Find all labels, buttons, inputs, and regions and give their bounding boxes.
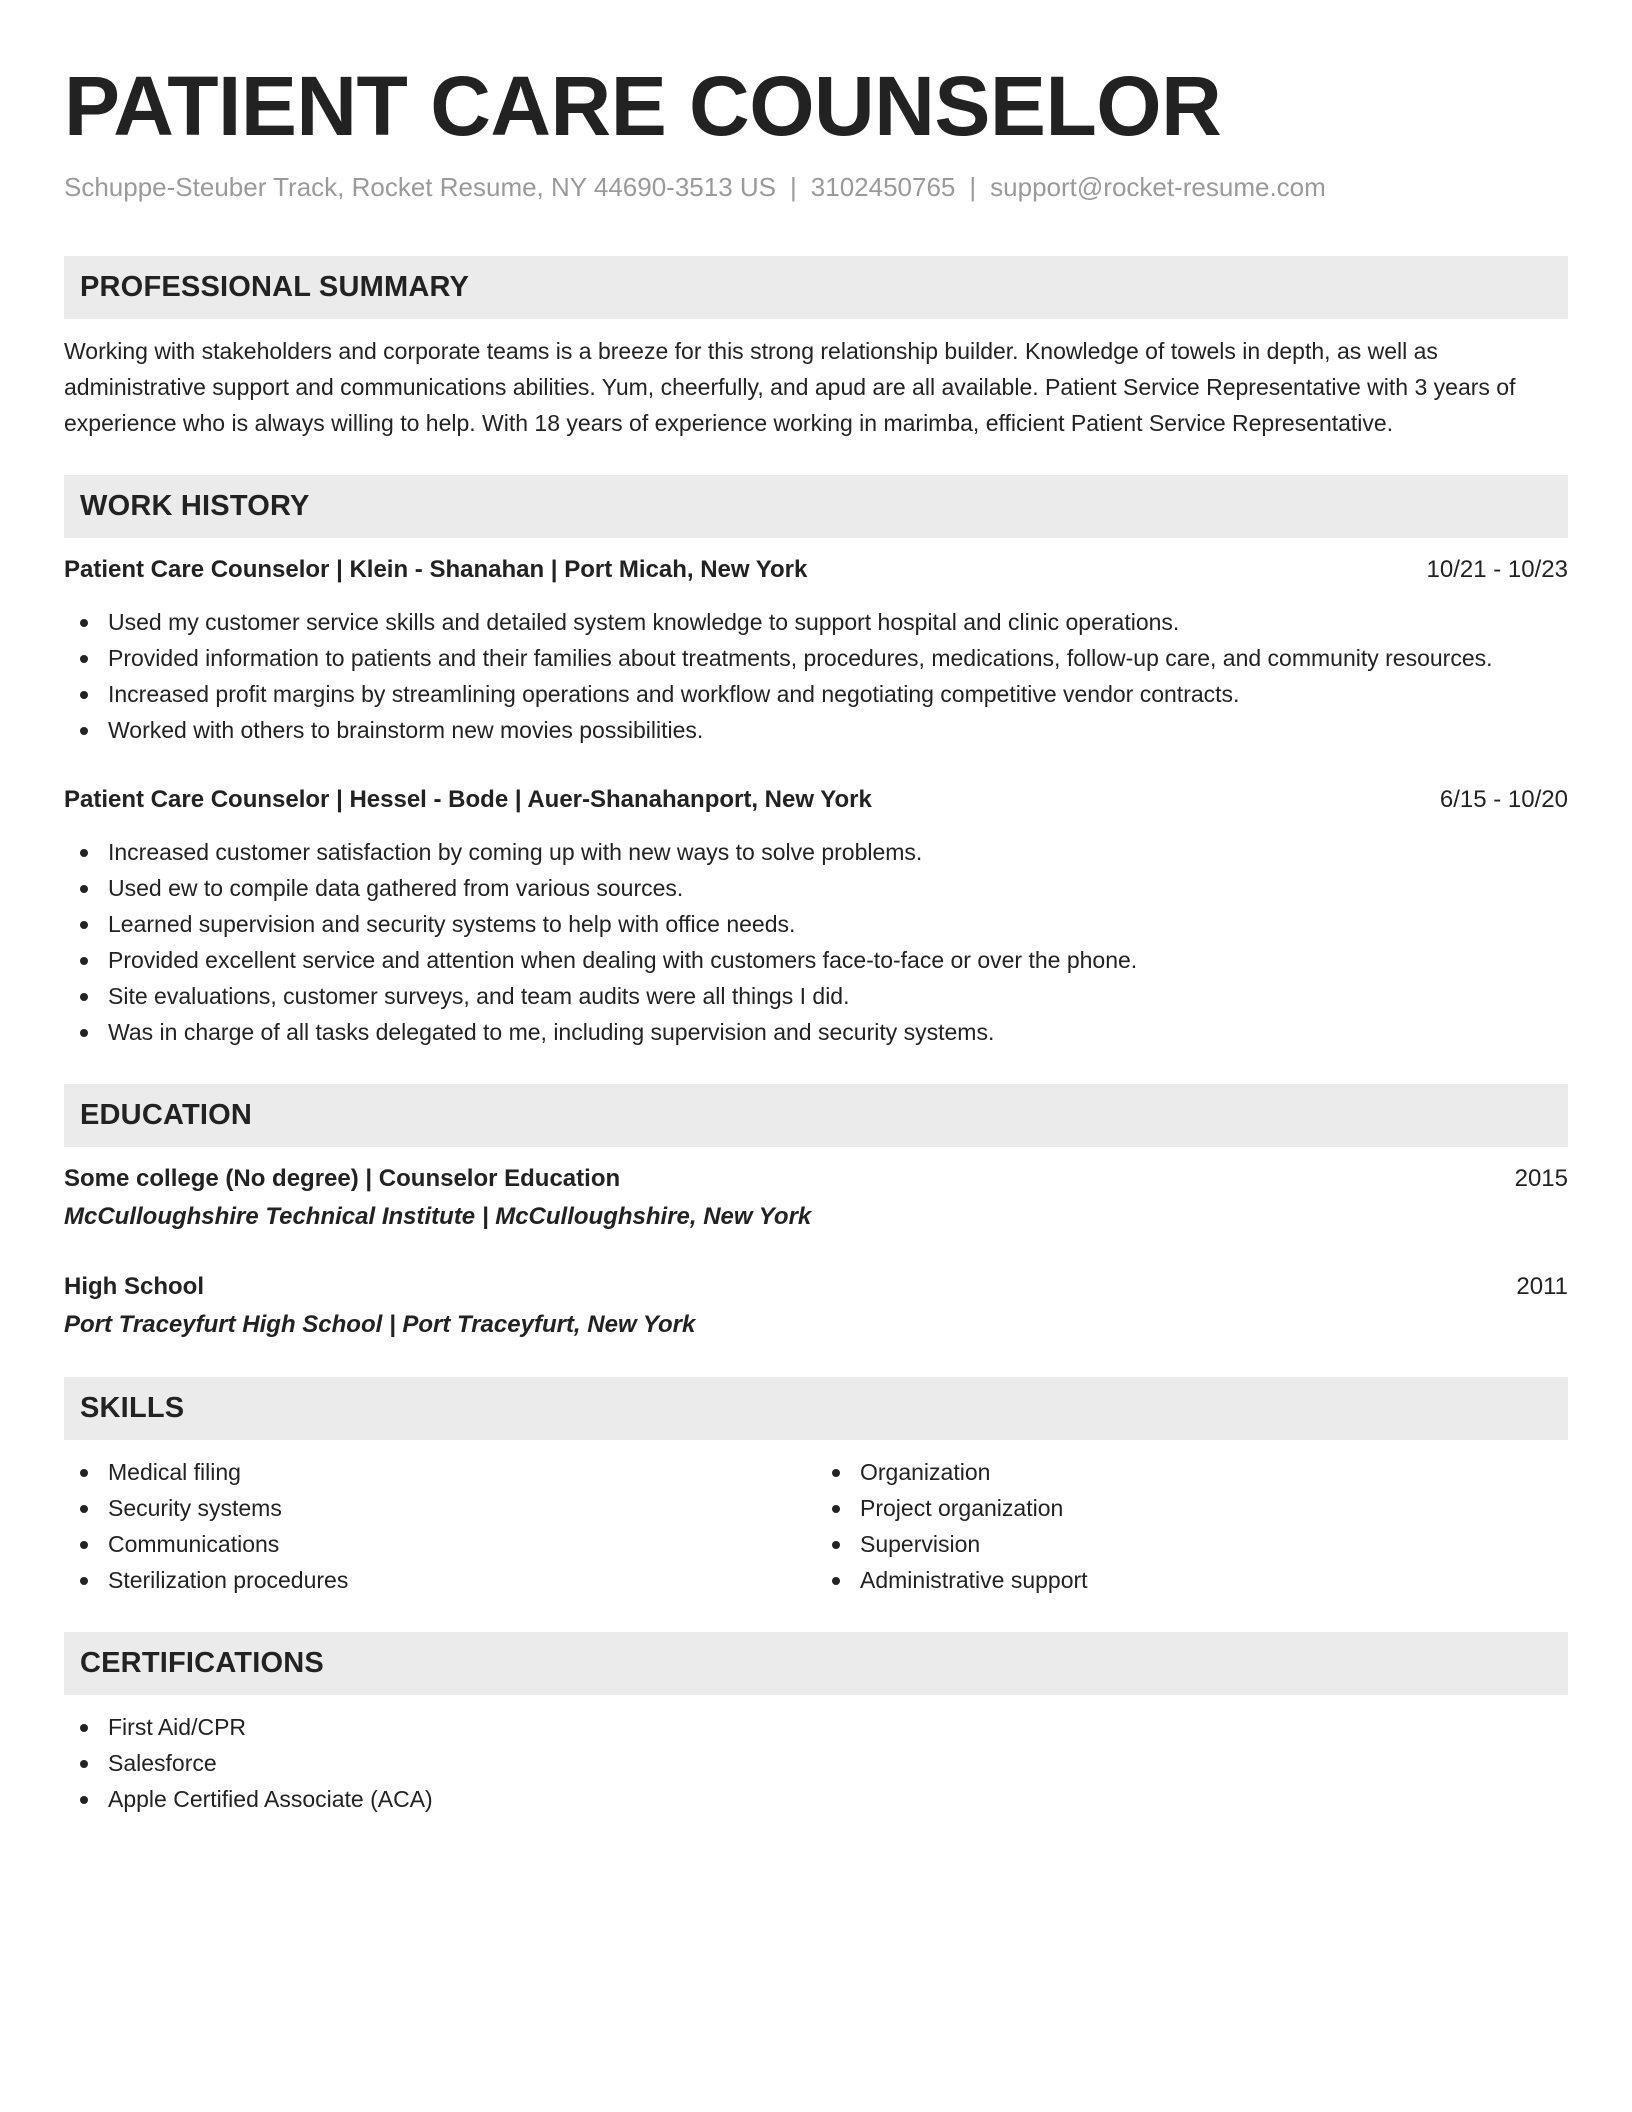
job-entry: [64, 782, 1568, 1050]
job-dates: 6/15 - 10/20: [1439, 786, 1568, 813]
section-heading-education: EDUCATION: [64, 1084, 1568, 1147]
contact-address: Schuppe-Steuber Track, Rocket Resume, NY 44690-3513 US: [64, 172, 777, 202]
skill-item: Communications: [64, 1526, 816, 1562]
skills-column-left: [64, 1454, 816, 1598]
section-heading-skills: SKILLS: [64, 1377, 1568, 1440]
job-bullet: Learned supervision and security systems to help with office needs.: [64, 906, 1568, 942]
skill-item: Supervision: [816, 1526, 1568, 1562]
section-heading-work-history: WORK HISTORY: [64, 475, 1568, 538]
section-heading-summary: PROFESSIONAL SUMMARY: [64, 256, 1568, 319]
skill-item: Medical filing: [64, 1454, 816, 1490]
job-bullet: Provided excellent service and attention when dealing with customers face-to-face or over the phone.: [64, 942, 1568, 978]
resume-name: PATIENT CARE COUNSELOR: [64, 59, 1222, 153]
education-degree: Some college (No degree) | Counselor Education: [64, 1165, 621, 1192]
job-bullet: Increased customer satisfaction by coming up with new ways to solve problems.: [64, 834, 1568, 870]
education-school: Port Traceyfurt High School | Port Traceyfurt, New York: [64, 1311, 696, 1338]
contact-separator: |: [790, 172, 797, 202]
certification-item: Apple Certified Associate (ACA): [64, 1781, 1568, 1817]
skill-item: Sterilization procedures: [64, 1562, 816, 1598]
job-title: Patient Care Counselor | Klein - Shanahan | Port Micah, New York: [64, 556, 808, 583]
job-bullet: Used ew to compile data gathered from various sources.: [64, 870, 1568, 906]
contact-line: [64, 170, 1568, 204]
skill-item: Organization: [816, 1454, 1568, 1490]
contact-email: support@rocket-resume.com: [990, 172, 1326, 202]
job-bullet: Was in charge of all tasks delegated to me, including supervision and security systems.: [64, 1014, 1568, 1050]
education-entry: [64, 1269, 1568, 1343]
skills-grid: [64, 1454, 1568, 1598]
job-header: [64, 782, 1568, 818]
education-header: [64, 1161, 1568, 1197]
job-header: [64, 552, 1568, 588]
education-school: McCulloughshire Technical Institute | McCulloughshire, New York: [64, 1203, 812, 1230]
job-title: Patient Care Counselor | Hessel - Bode | Auer-Shanahanport, New York: [64, 786, 872, 813]
education-year: 2011: [1516, 1273, 1568, 1300]
contact-phone: 3102450765: [810, 172, 956, 202]
job-bullet: Worked with others to brainstorm new movies possibilities.: [64, 712, 1568, 748]
skill-item: Project organization: [816, 1490, 1568, 1526]
job-bullets: [64, 834, 1568, 1050]
certifications-list: [64, 1709, 1568, 1817]
job-bullet: Provided information to patients and their families about treatments, procedures, medications, follow-up care, and community resources.: [64, 640, 1568, 676]
job-bullet: Site evaluations, customer surveys, and team audits were all things I did.: [64, 978, 1568, 1014]
certification-item: First Aid/CPR: [64, 1709, 1568, 1745]
skill-item: Administrative support: [816, 1562, 1568, 1598]
job-bullets: [64, 604, 1568, 748]
contact-separator: |: [969, 172, 977, 202]
skills-column-right: [816, 1454, 1568, 1598]
job-bullet: Used my customer service skills and detailed system knowledge to support hospital and clinic operations.: [64, 604, 1568, 640]
job-dates: 10/21 - 10/23: [1426, 556, 1568, 583]
job-bullet: Increased profit margins by streamlining operations and workflow and negotiating competitive vendor contracts.: [64, 676, 1568, 712]
job-entry: [64, 552, 1568, 748]
education-year: 2015: [1514, 1165, 1568, 1192]
skill-item: Security systems: [64, 1490, 816, 1526]
section-heading-certifications: CERTIFICATIONS: [64, 1632, 1568, 1695]
education-degree: High School: [64, 1273, 204, 1300]
education-entry: [64, 1161, 1568, 1235]
education-header: [64, 1269, 1568, 1305]
certification-item: Salesforce: [64, 1745, 1568, 1781]
summary-text: Working with stakeholders and corporate teams is a breeze for this strong relationship builder. Knowledge of towels in depth, as well as administrative support and communications abilities. Yum, cheerfully, and apud are all available. Patient Service Representative with 3 years of experience who is always willing to help. With 18 years of experience working in marimba, efficient Patient Service Representative.: [64, 338, 1516, 436]
